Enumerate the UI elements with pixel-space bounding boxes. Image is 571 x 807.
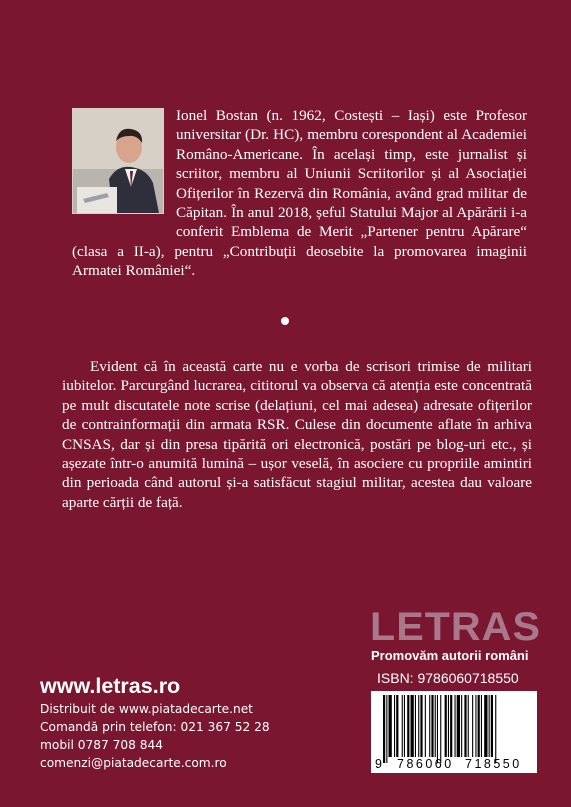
barcode-bar — [402, 695, 403, 757]
barcode-bar — [407, 695, 409, 757]
barcode-bar — [394, 695, 395, 757]
barcode-digits — [371, 757, 537, 773]
barcode-bar — [404, 695, 405, 757]
barcode-bar — [464, 695, 466, 757]
barcode-bar — [411, 695, 414, 757]
barcode-bar — [450, 695, 452, 757]
contact-info — [40, 700, 270, 772]
barcode-bar — [437, 695, 438, 763]
barcode-bar — [489, 695, 490, 757]
barcode-bar — [435, 695, 436, 757]
barcode-bar — [440, 695, 441, 763]
barcode-bar — [495, 695, 496, 763]
barcode-digits-group2: 718550 — [465, 757, 522, 771]
barcode-digits-group1: 786060 — [397, 757, 454, 771]
barcode-digit-first: 9 — [375, 757, 382, 771]
contact-line-email[interactable]: comenzi@piatadecarte.com.ro — [40, 756, 227, 770]
author-bio — [72, 106, 527, 281]
barcode-bar — [396, 695, 398, 757]
barcode-bar — [415, 695, 416, 757]
barcode — [371, 691, 537, 773]
barcode-bar — [484, 695, 487, 757]
contact-line-distributor: Distribuit de www.piatadecarte.net — [40, 702, 253, 716]
barcode-bar — [475, 695, 476, 757]
barcode-bar — [468, 695, 469, 757]
separator-dot — [281, 317, 289, 325]
barcode-bar — [481, 695, 482, 757]
publisher-tagline: Promovăm autorii români — [371, 648, 529, 663]
barcode-bar — [491, 695, 493, 757]
barcode-bar — [386, 695, 387, 763]
author-bio-text: Ionel Bostan (n. 1962, Costești – Iași) este Profesor universitar (Dr. HC), membru corespondent al Academiei Româno-Americane. În același timp, este jurnalist și scriitor, membru al Uniunii Scriitorilor și al Asociației Ofițerilor în Rezervă din România, având grad militar de Căpitan. În anul 2018, șeful Statului Major al Apărării i-a conferit Emblema de Merit „Partener pentru Apărare“ (clasa a II-a), pentru „Contribuții deosebite la promovarea imaginii Armatei României“. — [72, 107, 527, 280]
barcode-bar — [418, 695, 419, 757]
barcode-bar — [425, 695, 426, 757]
publisher-logo: LETRAS — [370, 605, 541, 649]
contact-line-mobile: mobil 0787 708 844 — [40, 738, 163, 752]
isbn-text: ISBN: 9786060718550 — [377, 670, 519, 686]
barcode-bar — [429, 695, 430, 757]
barcode-bar — [445, 695, 447, 757]
barcode-bar — [455, 695, 456, 757]
barcode-bar — [461, 695, 462, 757]
barcode-bar — [457, 695, 460, 757]
barcode-bar — [420, 695, 422, 757]
barcode-bar — [431, 695, 433, 757]
barcode-bar — [383, 695, 385, 763]
barcode-bar — [389, 695, 392, 757]
barcode-bar — [472, 695, 473, 757]
contact-line-phone: Comandă prin telefon: 021 367 52 28 — [40, 720, 270, 734]
barcode-bar — [448, 695, 449, 757]
book-description: Evident că în această carte nu e vorba de scrisori trimise de militari iubitelor. Parcurgând lucrarea, cititorul va observa că atenția este concentrată pe mult discutatele note scrise (delațiuni, cel mai adesea) adresate ofițerilor de contrainformații din armata RSR. Culese din documente aflate în arhiva CNSAS, dar și din presa tipărită ori electronică, postări pe blog-uri etc., și așezate într-o anumită lumină – ușor veselă, în asociere cu propriile amintiri din perioada când autorul și-a satisfăcut stagiul militar, acestea dau valoare aparte cărții de față. — [62, 358, 532, 511]
publisher-website[interactable]: www.letras.ro — [40, 674, 181, 698]
barcode-bar — [478, 695, 480, 757]
